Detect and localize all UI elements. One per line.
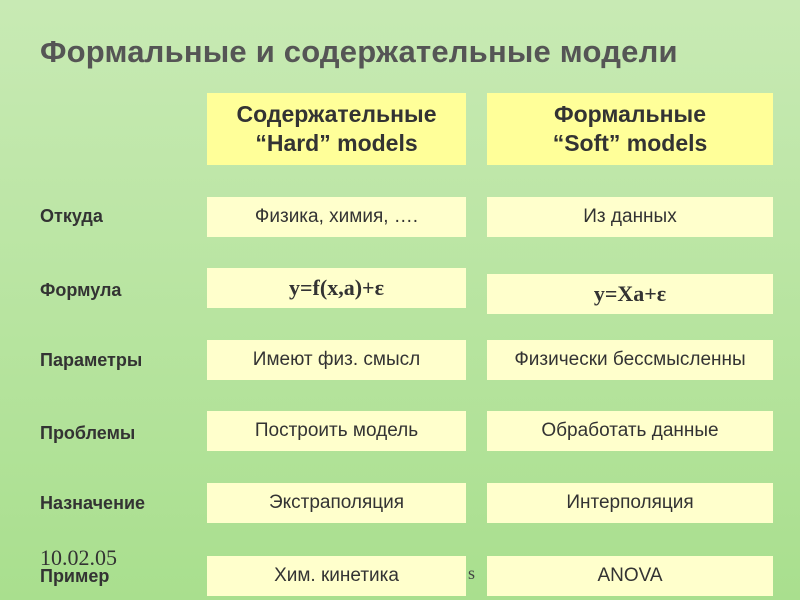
row-label-problems: Проблемы [40,423,136,443]
footer-date: 10.02.05 [40,545,117,570]
cell-example-soft: ANOVA [487,556,773,596]
row-label-formula: Формула [40,280,122,300]
header-soft-models-line2: “Soft” models [552,130,708,156]
header-soft-models-line1: Формальные [553,101,706,127]
cell-parameters-soft: Физически бессмысленны [487,340,773,380]
header-hard-models-line1: Содержательные [236,101,437,127]
row-label-source: Откуда [40,206,103,226]
footer-fragment: s [468,563,476,583]
header-hard-models [207,93,466,165]
header-hard-models-line2: “Hard” models [255,130,418,156]
cell-purpose-hard: Экстраполяция [207,483,466,523]
cell-example-hard: Хим. кинетика [207,556,466,596]
cell-source-hard: Физика, химия, …. [207,197,466,237]
cell-formula-hard: y=f(x,a)+ε [207,268,466,308]
cell-purpose-soft: Интерполяция [487,483,773,523]
cell-problems-hard: Построить модель [207,411,466,451]
cell-source-soft: Из данных [487,197,773,237]
header-soft-models [487,93,773,165]
row-label-example: Пример [40,566,110,586]
slide-title: Формальные и содержательные модели [40,34,678,69]
row-label-purpose: Назначение [40,493,146,513]
cell-parameters-hard: Имеют физ. смысл [207,340,466,380]
cell-formula-soft: y=Xa+ε [487,274,773,314]
cell-problems-soft: Обработать данные [487,411,773,451]
row-label-parameters: Параметры [40,350,143,370]
